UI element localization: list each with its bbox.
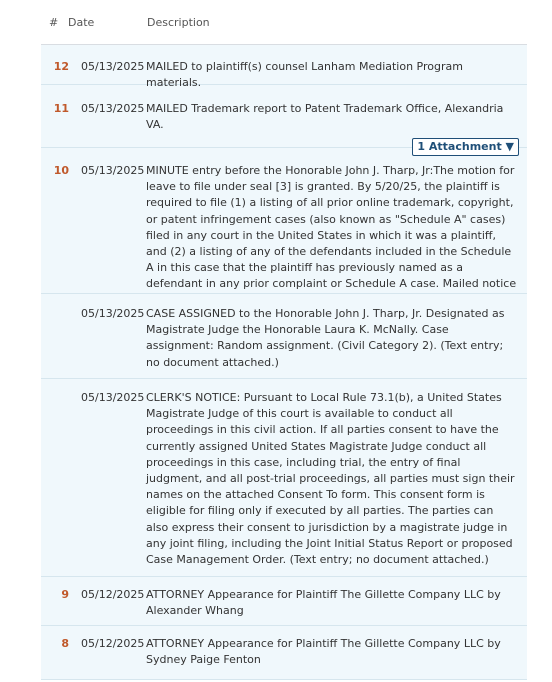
entry-date: 05/13/2025 <box>81 60 145 73</box>
entry-date: 05/13/2025 <box>81 307 145 320</box>
attachment-wrap <box>146 138 519 156</box>
entry-date: 05/13/2025 <box>81 164 145 177</box>
attachment-dropdown-button[interactable]: 1 Attachment ▼ <box>412 138 519 156</box>
entry-description-cell <box>143 101 527 156</box>
entry-date: 05/12/2025 <box>81 588 145 601</box>
entry-number[interactable]: 8 <box>61 637 69 650</box>
table-row <box>41 148 527 294</box>
entry-date: 05/12/2025 <box>81 637 145 650</box>
entry-date: 05/13/2025 <box>81 102 145 115</box>
table-row <box>41 45 527 90</box>
entry-description: CASE ASSIGNED to the Honorable John J. Tharp, Jr. Designated as Magistrate Judge the Honorable Laura K. McNally. Case assignment: Random assignment. (Civil Category 2). (Text entry; no document attached.) <box>146 307 505 369</box>
entry-description: ATTORNEY Appearance for Plaintiff The Gillette Company LLC by Sydney Paige Fenton <box>146 637 501 667</box>
table-row <box>41 626 527 680</box>
entry-number[interactable]: 12 <box>53 60 69 73</box>
entry-description: ATTORNEY Appearance for Plaintiff The Gillette Company LLC by Alexander Whang <box>146 588 501 618</box>
table-row <box>41 85 527 154</box>
table-row <box>41 577 527 626</box>
entry-description: MAILED Trademark report to Patent Trademark Office, Alexandria VA. <box>146 102 504 132</box>
entry-number[interactable]: 10 <box>53 164 69 177</box>
entry-number[interactable]: 9 <box>61 588 69 601</box>
entry-description: CLERK'S NOTICE: Pursuant to Local Rule 73.1(b), a United States Magistrate Judge of this court is available to conduct all proceedings in this civil action. If all parties consent to have the currently assigned United States Magistrate Judge conduct all proceedings in this case, including trial, the entry of final judgment, and all post-trial proceedings, all parties must sign their names on the attached Consent To form. This consent form is eligible for filing only if executed by all parties. The parties can also express their consent to jurisdiction by a magistrate judge in any joint filing, including the Joint Initial Status Report or proposed Case Management Order. (Text entry; no document attached.) <box>146 391 515 567</box>
entry-number[interactable]: 11 <box>53 102 69 115</box>
header-description: Description <box>147 15 210 29</box>
entry-date: 05/13/2025 <box>81 391 145 404</box>
header-num: # <box>49 15 59 29</box>
entry-description: MAILED to plaintiff(s) counsel Lanham Mediation Program materials. <box>146 60 463 90</box>
header-date: Date <box>68 15 95 29</box>
entry-description: MINUTE entry before the Honorable John J. Tharp, Jr:The motion for leave to file under seal [3] is granted. By 5/20/25, the plaintiff is required to file (1) a listing of all prior online trademark, copyright, or patent infringement cases (also known as "Schedule A" cases) filed in any court in the United States in which it was a plaintiff, and (2) a listing of any of the defendants included in the Schedule A in this case that the plaintiff has previously named as a defendant in any prior complaint or Schedule A case. Mailed notice <box>146 164 517 291</box>
table-header <box>41 0 527 45</box>
table-row <box>41 294 527 379</box>
table-row <box>41 379 527 577</box>
docket-table <box>41 0 527 680</box>
